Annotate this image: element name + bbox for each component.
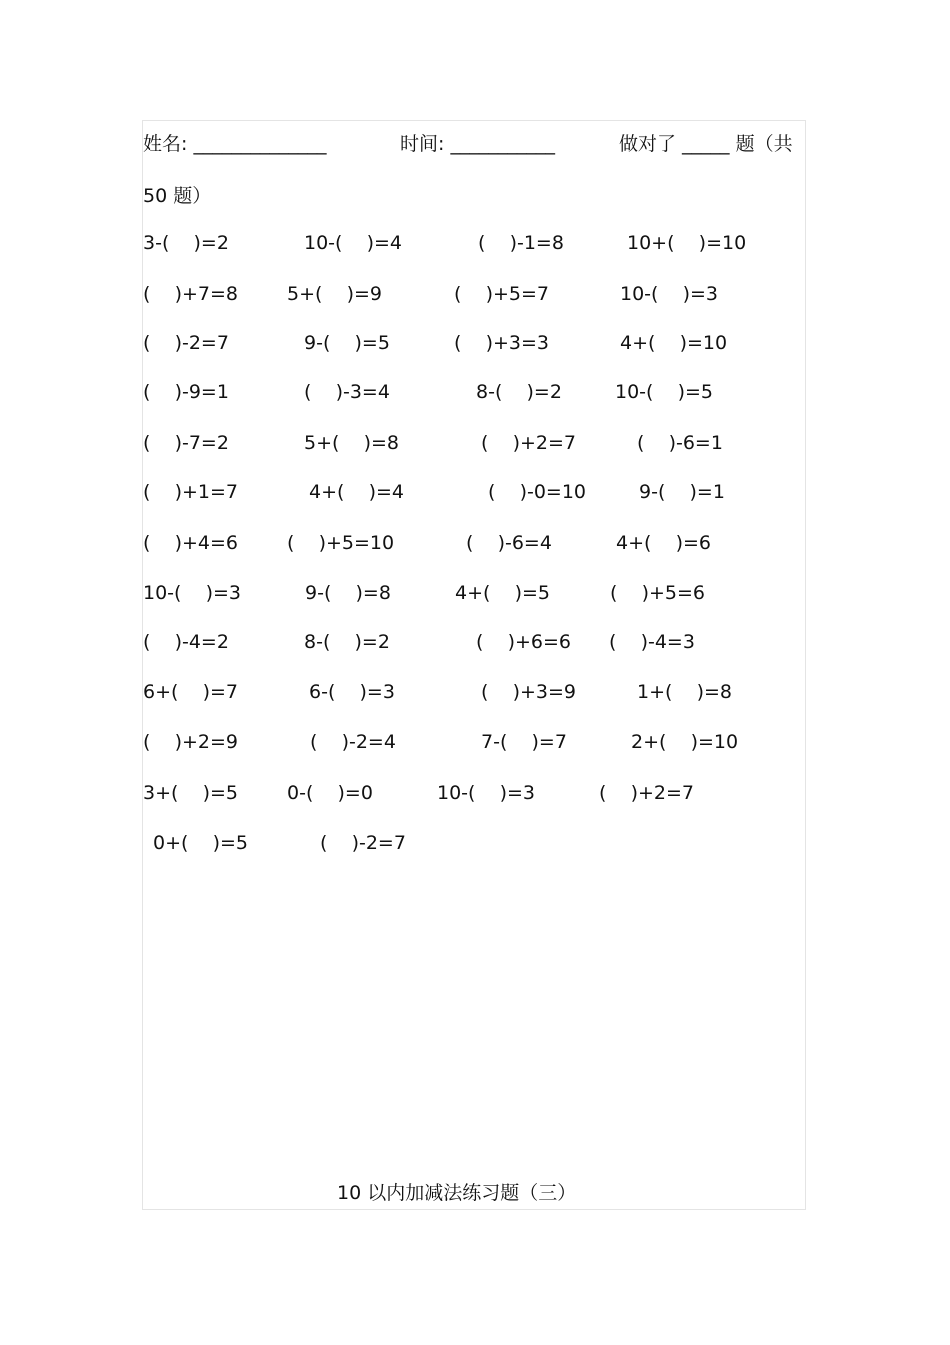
problem-item: ( )+3=3	[454, 332, 549, 354]
problem-item: 6-( )=3	[309, 681, 395, 703]
problem-item: ( )-0=10	[488, 481, 587, 503]
worksheet-title: 10 以内加减法练习题（三）	[337, 1182, 577, 1204]
problem-item: ( )-6=4	[466, 532, 552, 554]
problem-item: 2+( )=10	[631, 731, 739, 753]
problem-item: 10-( )=4	[304, 232, 403, 254]
problem-item: 4+( )=4	[309, 481, 404, 503]
problem-item: 9-( )=5	[304, 332, 390, 354]
problem-item: 3+( )=5	[143, 782, 238, 804]
problem-item: ( )-6=1	[637, 432, 723, 454]
problem-item: 9-( )=1	[639, 481, 725, 503]
problem-item: ( )+6=6	[476, 631, 571, 653]
problem-item: 10+( )=10	[627, 232, 747, 254]
problem-item: ( )+2=7	[599, 782, 694, 804]
problem-item: ( )+4=6	[143, 532, 238, 554]
problem-item: ( )-2=7	[320, 832, 406, 854]
problem-item: ( )+7=8	[143, 283, 238, 305]
problem-item: ( )-9=1	[143, 381, 229, 403]
problem-item: 7-( )=7	[481, 731, 567, 753]
problem-item: 5+( )=8	[304, 432, 399, 454]
problem-item: 10-( )=3	[143, 582, 242, 604]
score-field-label: 做对了 _____ 题（共	[619, 133, 793, 155]
problem-item: 8-( )=2	[304, 631, 390, 653]
name-field-label: 姓名: ______________	[143, 133, 327, 155]
problem-item: ( )+1=7	[143, 481, 238, 503]
problem-item: 3-( )=2	[143, 232, 229, 254]
problem-item: 4+( )=6	[616, 532, 711, 554]
problem-item: 5+( )=9	[287, 283, 382, 305]
problem-item: ( )+2=9	[143, 731, 238, 753]
problem-item: 0-( )=0	[287, 782, 373, 804]
problem-item: 4+( )=10	[620, 332, 728, 354]
problem-item: 10-( )=5	[615, 381, 714, 403]
problem-item: ( )-7=2	[143, 432, 229, 454]
problem-item: ( )+3=9	[481, 681, 576, 703]
problem-item: 10-( )=3	[620, 283, 719, 305]
problem-item: ( )-3=4	[304, 381, 390, 403]
problem-item: 1+( )=8	[637, 681, 732, 703]
problem-item: 6+( )=7	[143, 681, 238, 703]
problem-item: 10-( )=3	[437, 782, 536, 804]
problem-item: ( )-2=4	[310, 731, 396, 753]
time-field-label: 时间: ___________	[400, 133, 555, 155]
total-count-label: 50 题）	[143, 185, 212, 207]
problem-item: 0+( )=5	[153, 832, 248, 854]
problem-item: ( )+2=7	[481, 432, 576, 454]
problem-item: ( )-1=8	[478, 232, 564, 254]
problem-item: 8-( )=2	[476, 381, 562, 403]
problem-item: ( )+5=10	[287, 532, 395, 554]
problem-item: ( )-4=2	[143, 631, 229, 653]
problem-item: 4+( )=5	[455, 582, 550, 604]
problem-item: ( )+5=7	[454, 283, 549, 305]
problem-item: 9-( )=8	[305, 582, 391, 604]
problem-item: ( )+5=6	[610, 582, 705, 604]
problem-item: ( )-2=7	[143, 332, 229, 354]
problem-item: ( )-4=3	[609, 631, 695, 653]
